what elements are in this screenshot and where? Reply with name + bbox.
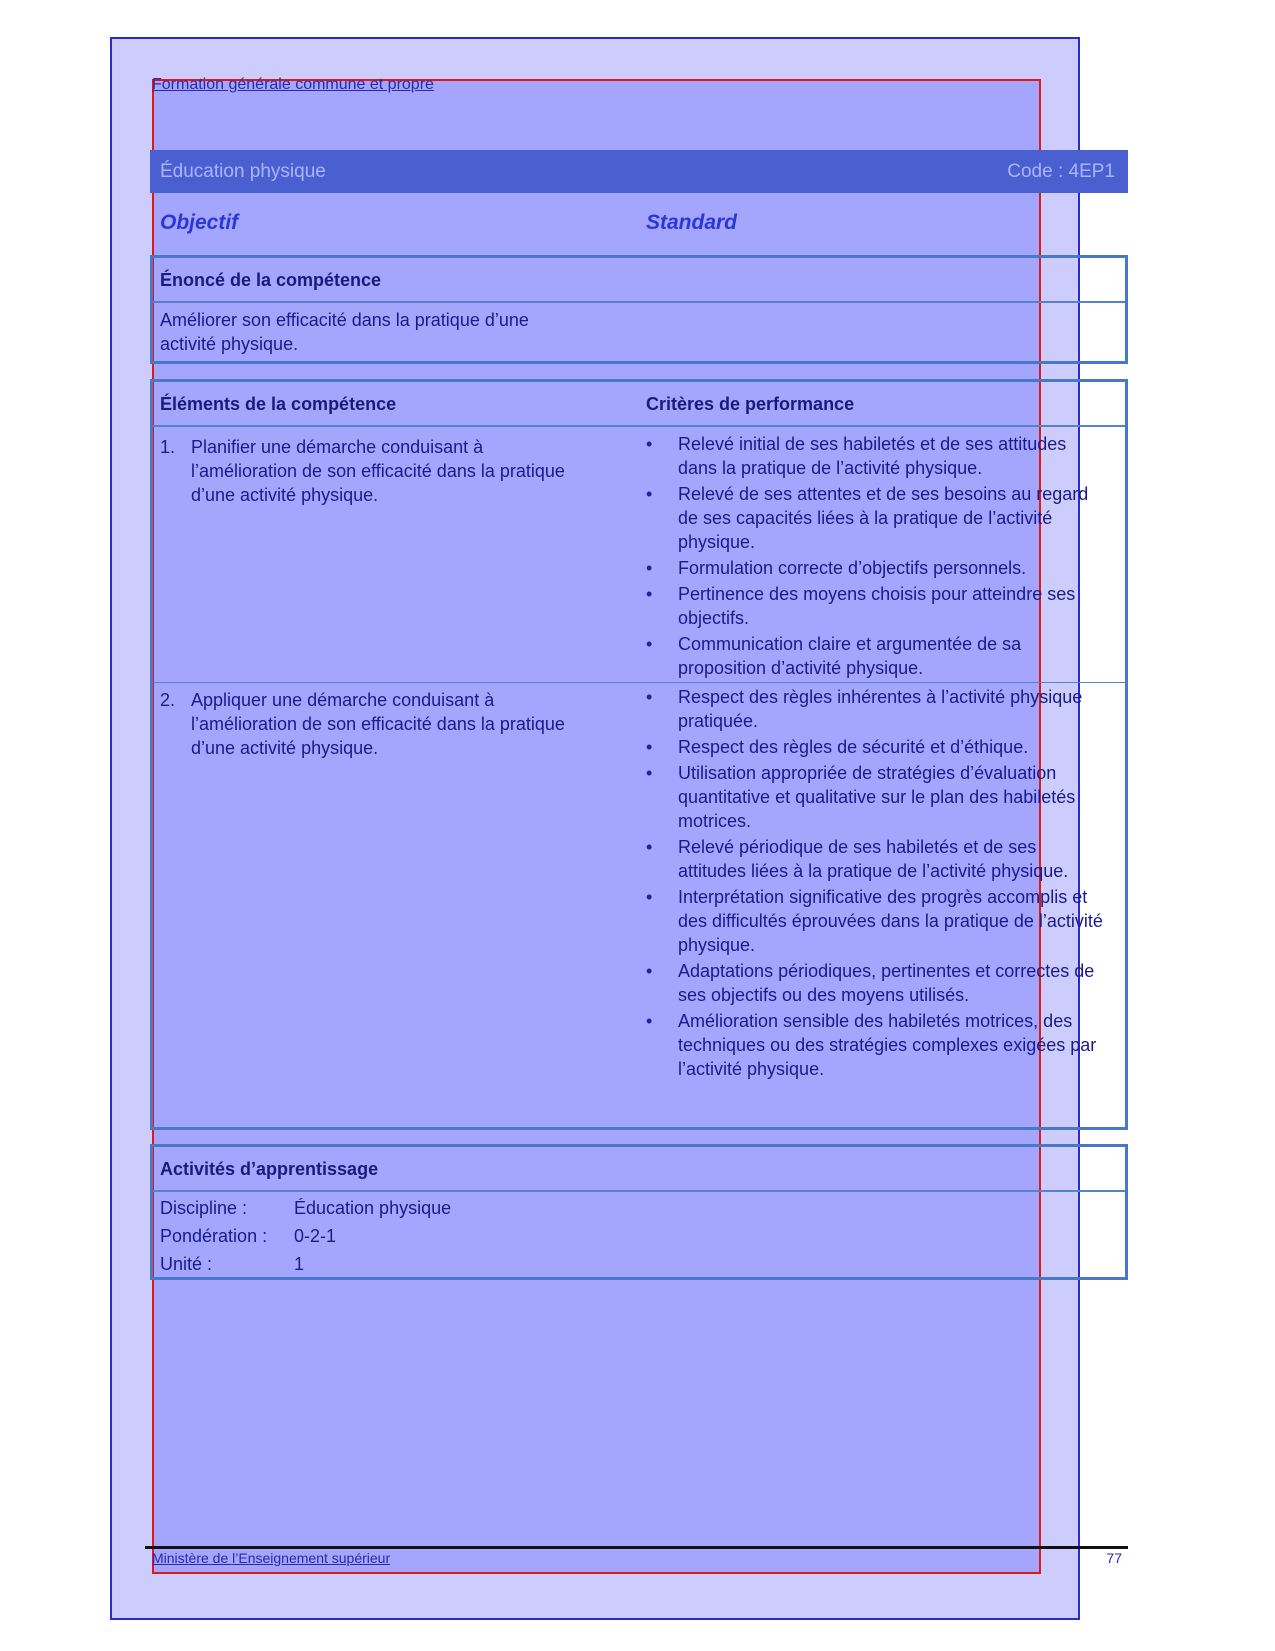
criteria-list — [646, 432, 1108, 682]
element-text-line: d’une activité physique. — [191, 738, 379, 758]
criterion-item: • Relevé initial de ses habiletés et de ses attitudes dans la pratique de l’activité physique. — [646, 432, 1108, 480]
criterion-item: • Utilisation appropriée de stratégies d’évaluation quantitative et qualitative sur le plan des habiletés motrices. — [646, 761, 1108, 833]
elements-column-heading: Éléments de la compétence — [160, 394, 397, 414]
ponderation-value: 0-2-1 — [294, 1226, 337, 1246]
criterion-item: • Adaptations périodiques, pertinentes et correctes de ses objectifs ou des moyens utilisés. — [646, 959, 1108, 1007]
criterion-item: • Respect des règles de sécurité et d’éthique. — [646, 735, 1108, 759]
elements-header-separator — [153, 425, 1125, 427]
criterion-item: • Amélioration sensible des habiletés motrices, des techniques ou des stratégies complexes exigées par l’activité physique. — [646, 1009, 1108, 1081]
element-text-line: Planifier une démarche conduisant à — [191, 437, 484, 457]
activites-separator — [153, 1190, 1125, 1192]
page-number: 77 — [1106, 1550, 1122, 1566]
criteria-list — [646, 685, 1108, 1083]
footer-rule — [145, 1546, 1128, 1549]
footer-ministry: Ministère de l’Enseignement supérieur — [152, 1550, 391, 1566]
criteria-column-heading: Critères de performance — [646, 394, 855, 414]
elements-row-separator — [153, 682, 1125, 683]
element-text-line: d’une activité physique. — [191, 485, 379, 505]
enonce-text-line2: activité physique. — [160, 334, 299, 354]
unite-value: 1 — [294, 1254, 305, 1274]
discipline-value: Éducation physique — [294, 1198, 452, 1218]
criterion-item: • Respect des règles inhérentes à l’activité physique pratiquée. — [646, 685, 1108, 733]
element-text-line: l’amélioration de son efficacité dans la pratique — [191, 461, 565, 481]
standard-heading: Standard — [646, 211, 738, 234]
unite-label: Unité : — [160, 1254, 213, 1274]
criterion-item: • Communication claire et argumentée de sa proposition d’activité physique. — [646, 632, 1108, 680]
ponderation-label: Pondération : — [160, 1226, 268, 1246]
course-title: Éducation physique — [160, 161, 326, 182]
element-number: 2. — [160, 690, 176, 710]
element-number: 1. — [160, 437, 176, 457]
criterion-item: • Interprétation significative des progrès accomplis et des difficultés éprouvées dans la pratique de l’activité physique. — [646, 885, 1108, 957]
discipline-label: Discipline : — [160, 1198, 248, 1218]
running-head: Formation générale commune et propre — [152, 76, 434, 93]
objectif-heading: Objectif — [160, 211, 239, 234]
enonce-separator — [153, 301, 1125, 303]
activites-heading: Activités d’apprentissage — [160, 1159, 379, 1179]
enonce-text-line1: Améliorer son efficacité dans la pratique d’une — [160, 310, 529, 330]
course-code: Code : 4EP1 — [1007, 161, 1115, 182]
criterion-item: • Formulation correcte d’objectifs personnels. — [646, 556, 1108, 580]
element-text-line: Appliquer une démarche conduisant à — [191, 690, 495, 710]
element-text-line: l’amélioration de son efficacité dans la pratique — [191, 714, 565, 734]
criterion-item: • Relevé de ses attentes et de ses besoins au regard de ses capacités liées à la pratique de l’activité physique. — [646, 482, 1108, 554]
enonce-heading: Énoncé de la compétence — [160, 270, 382, 290]
criterion-item: • Relevé périodique de ses habiletés et de ses attitudes liées à la pratique de l’activité physique. — [646, 835, 1108, 883]
criterion-item: • Pertinence des moyens choisis pour atteindre ses objectifs. — [646, 582, 1108, 630]
